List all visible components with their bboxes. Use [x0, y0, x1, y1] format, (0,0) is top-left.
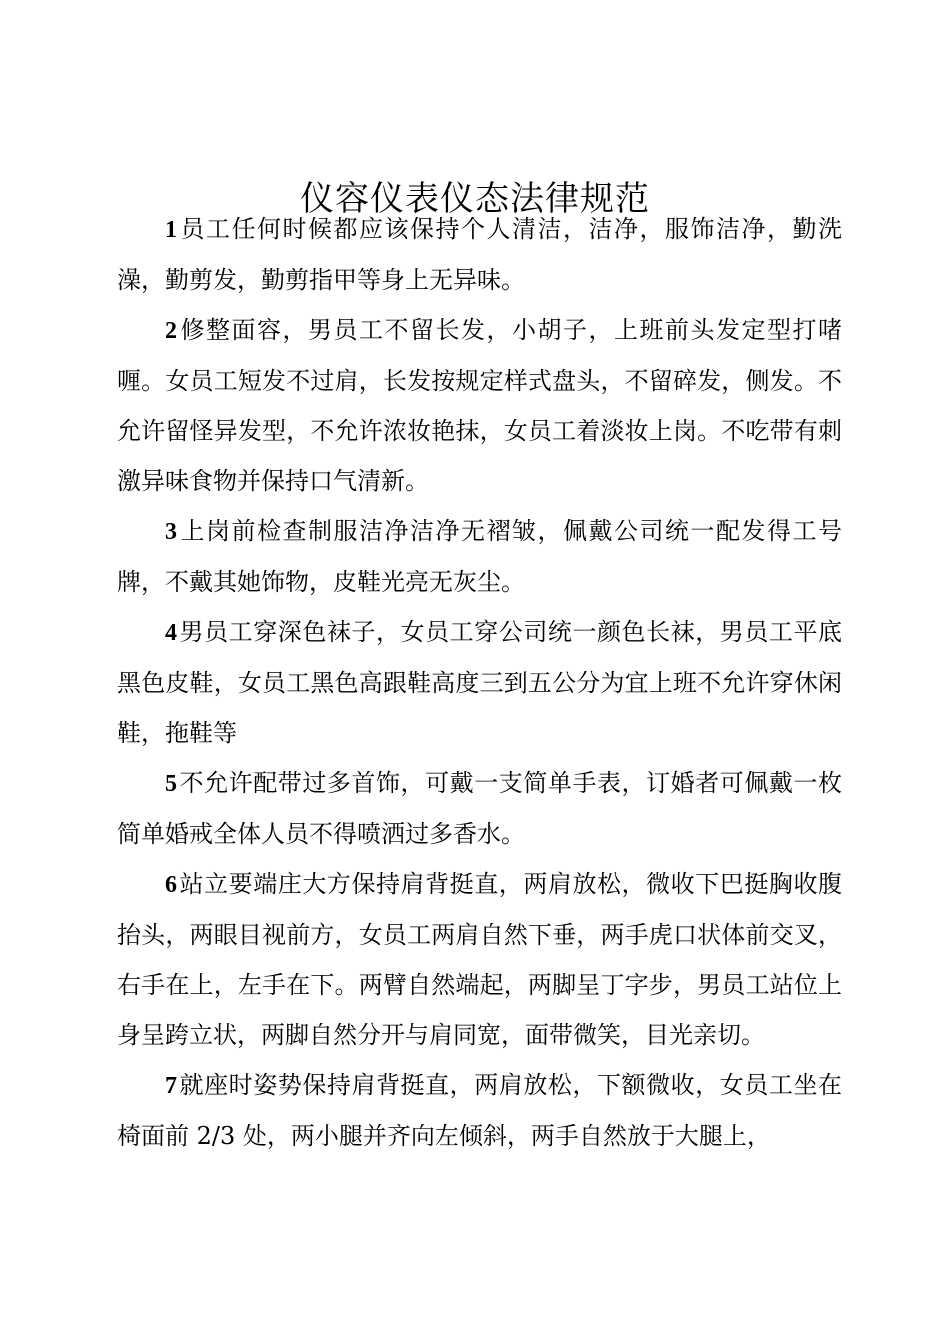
- paragraph-text: 修整面容，男员工不留长发，小胡子，上班前头发定型打啫喱。女员工短发不过肩，长发按规定样式盘头，不留碎发，侧发。不允许留怪异发型，不允许浓妆艳抹，女员工着淡妆上岗。不吃带有刺激异味食物并保持口气清新。: [117, 316, 842, 495]
- paragraph-1: [117, 204, 842, 305]
- paragraph-text: 员工任何时候都应该保持个人清洁，洁净，服饰洁净，勤洗澡，勤剪发，勤剪指甲等身上无异味。: [117, 215, 842, 294]
- paragraph-text: 男员工穿深色袜子，女员工穿公司统一颜色长袜，男员工平底黑色皮鞋，女员工黑色高跟鞋高度三到五公分为宜上班不允许穿休闲鞋，拖鞋等: [117, 618, 842, 747]
- paragraph-6: [117, 859, 842, 1060]
- paragraph-text: 不允许配带过多首饰，可戴一支简单手表，订婚者可佩戴一枚简单婚戒全体人员不得喷洒过多香水。: [117, 769, 842, 848]
- document-body: [117, 204, 842, 1161]
- paragraph-text: 上岗前检查制服洁净洁净无褶皱，佩戴公司统一配发得工号牌，不戴其她饰物，皮鞋光亮无灰尘。: [117, 517, 842, 596]
- paragraph-number: 3: [165, 519, 177, 545]
- paragraph-number: 4: [165, 620, 177, 646]
- paragraph-text: 就座时姿势保持肩背挺直，两肩放松，下额微收，女员工坐在椅面前 2/3 处，两小腿并齐向左倾斜，两手自然放于大腿上，: [117, 1071, 842, 1150]
- paragraph-text: 站立要端庄大方保持肩背挺直，两肩放松，微收下巴挺胸收腹抬头，两眼目视前方，女员工两肩自然下垂，两手虎口状体前交叉，右手在上，左手在下。两臂自然端起，两脚呈丁字步，男员工站位上身呈跨立状，两脚自然分开与肩同宽，面带微笑，目光亲切。: [117, 870, 842, 1049]
- paragraph-4: [117, 607, 842, 758]
- paragraph-3: [117, 506, 842, 607]
- paragraph-number: 1: [165, 217, 177, 243]
- paragraph-number: 6: [165, 872, 177, 898]
- paragraph-5: [117, 758, 842, 859]
- document-title: 仪容仪表仪态法律规范: [300, 178, 650, 219]
- paragraph-7: [117, 1060, 842, 1161]
- paragraph-number: 7: [165, 1073, 177, 1099]
- paragraph-number: 2: [165, 318, 177, 344]
- paragraph-2: [117, 305, 842, 506]
- paragraph-number: 5: [165, 771, 177, 797]
